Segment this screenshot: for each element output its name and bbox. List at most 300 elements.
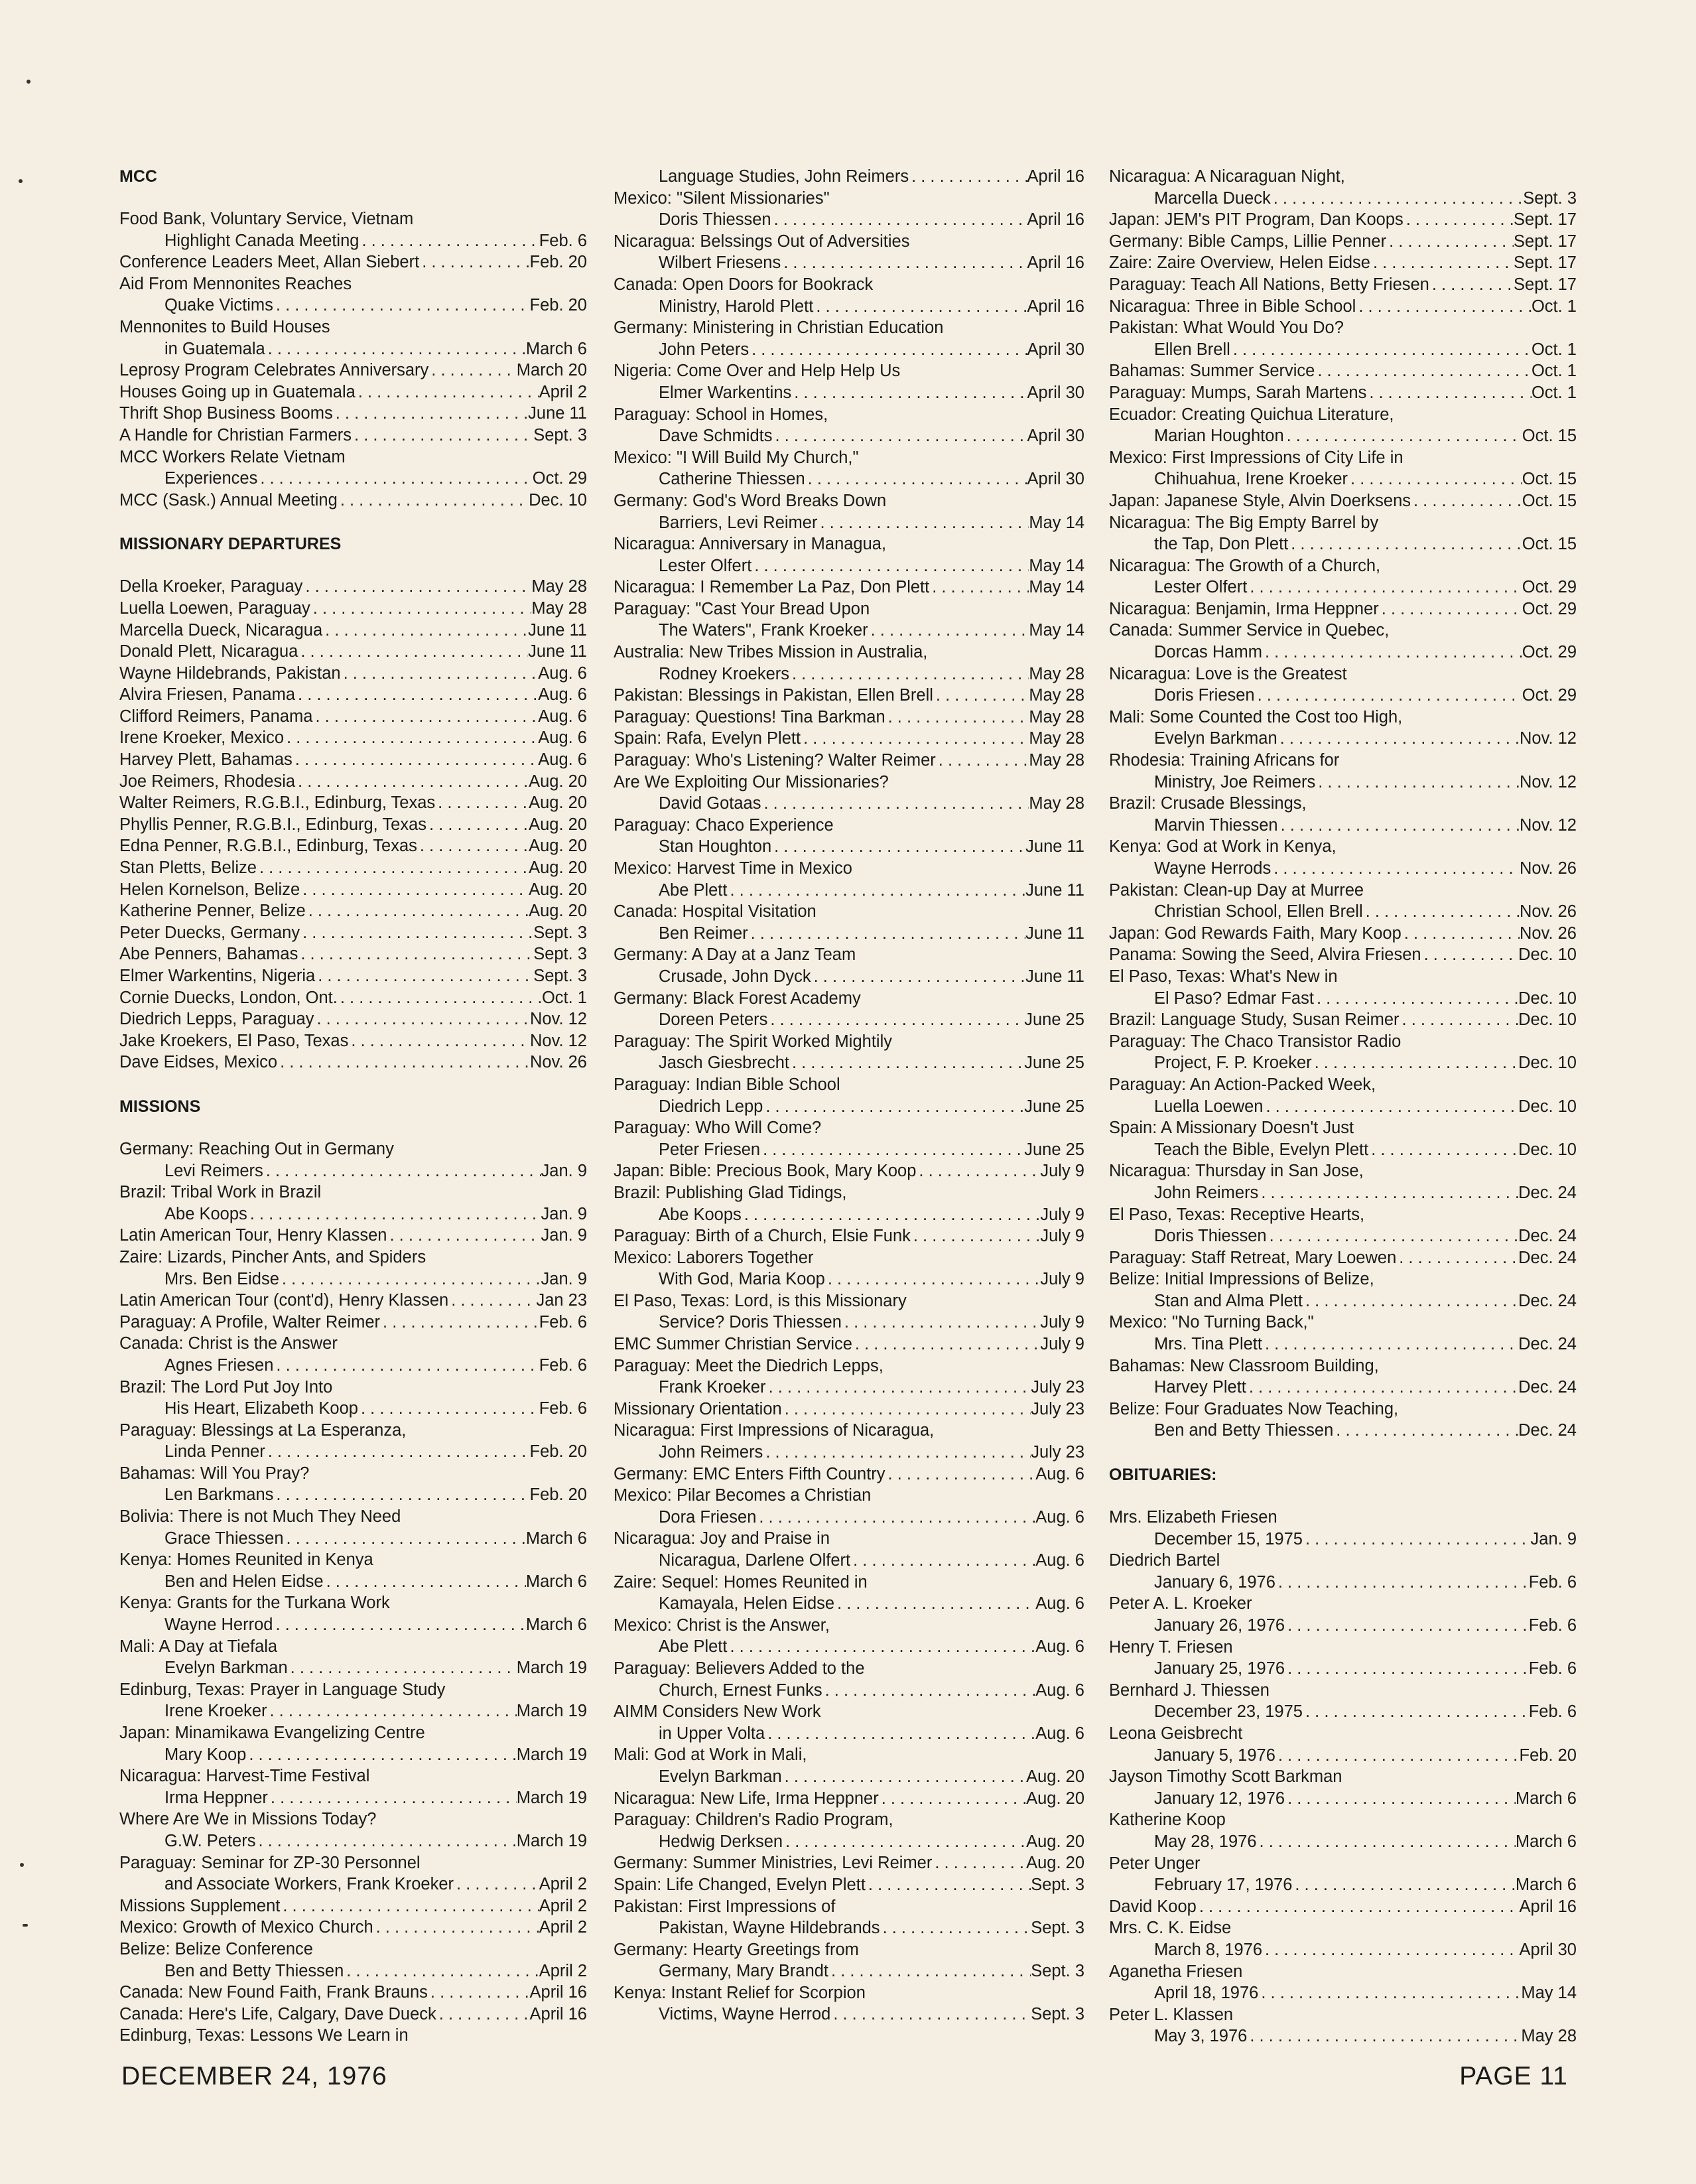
entry-title: the Tap, Don Plett — [1154, 535, 1289, 554]
index-entry — [1109, 1290, 1577, 1312]
index-entry — [119, 1765, 587, 1787]
index-entry — [119, 814, 587, 836]
index-entry — [1109, 404, 1577, 426]
entry-title: Nicaragua: Benjamin, Irma Heppner — [1109, 599, 1379, 618]
index-entry — [119, 1268, 587, 1290]
dot-leader — [295, 771, 529, 793]
entry-title: Paraguay: School in Homes, — [614, 405, 828, 424]
entry-date: Sept. 17 — [1514, 275, 1577, 294]
entry-date: May 14 — [1521, 1984, 1577, 2003]
entry-date: April 2 — [539, 1961, 587, 1980]
entry-title: Mrs. Ben Eidse — [164, 1269, 279, 1288]
entry-title: Irma Heppner — [164, 1788, 268, 1807]
entry-date: Oct. 15 — [1522, 427, 1577, 446]
entry-title: Kenya: Instant Relief for Scorpion — [614, 1983, 866, 2002]
entry-date: Oct. 1 — [1531, 340, 1577, 359]
entry-title: Leprosy Program Celebrates Anniversary — [119, 361, 429, 380]
entry-date: Feb. 6 — [1528, 1616, 1577, 1635]
dot-leader — [277, 1052, 530, 1073]
entry-date: March 6 — [525, 1572, 587, 1591]
dot-leader — [265, 338, 526, 360]
scan-speck — [27, 80, 31, 84]
entry-title: Abe Plett — [659, 1637, 728, 1657]
index-entry — [1109, 685, 1577, 707]
entry-title: January 26, 1976 — [1154, 1616, 1285, 1635]
index-entry — [119, 792, 587, 814]
dot-leader — [1292, 1874, 1515, 1896]
entry-title: Zaire: Zaire Overview, Helen Eidse — [1109, 253, 1370, 273]
entry-title: Belize: Belize Conference — [119, 1939, 313, 1958]
dot-leader — [932, 1852, 1026, 1874]
entry-title: January 25, 1976 — [1154, 1659, 1285, 1678]
index-entry — [614, 231, 1084, 253]
entry-title: Grace Thiessen — [164, 1529, 284, 1548]
entry-date: Aug. 6 — [1035, 1724, 1084, 1743]
index-entry — [119, 1809, 587, 1830]
entry-date: Aug. 6 — [538, 707, 587, 726]
dot-leader — [1262, 1939, 1520, 1961]
dot-leader — [772, 425, 1027, 447]
entry-title: Paraguay: Questions! Tina Barkman — [614, 707, 885, 726]
dot-leader — [1246, 1377, 1518, 1399]
dot-leader — [763, 1442, 1031, 1464]
entry-title: El Paso, Texas: What's New in — [1109, 967, 1338, 986]
index-entry — [1109, 1312, 1577, 1333]
index-entry — [119, 1614, 587, 1636]
entry-date: March 19 — [516, 1702, 587, 1721]
index-entry — [119, 1657, 587, 1679]
index-entry — [614, 1485, 1084, 1507]
entry-title: Luella Loewen — [1154, 1097, 1264, 1116]
entry-title: Abe Penners, Bahamas — [119, 945, 298, 964]
entry-date: March 6 — [525, 1615, 587, 1635]
mcc-list — [119, 208, 587, 511]
entry-title: Language Studies, John Reimers — [659, 167, 909, 186]
entry-title: Spain: A Missionary Doesn't Just — [1109, 1119, 1354, 1138]
dot-leader — [1255, 685, 1522, 707]
dot-leader — [866, 1874, 1031, 1896]
entry-date: Sept. 3 — [1031, 1875, 1084, 1894]
entry-date: June 11 — [528, 620, 587, 640]
entry-date: March 6 — [1515, 1876, 1577, 1895]
dot-leader — [1197, 1896, 1520, 1918]
index-entry — [614, 1052, 1084, 1074]
dot-leader — [310, 598, 532, 620]
index-entry — [614, 707, 1084, 728]
index-entry — [119, 1917, 587, 1939]
dot-leader — [322, 620, 528, 642]
entry-title: Paraguay: Seminar for ZP-30 Personnel — [119, 1853, 421, 1872]
dot-leader — [751, 555, 1029, 577]
entry-title: Stan and Alma Plett — [1154, 1291, 1303, 1310]
index-column-2 — [614, 166, 1084, 2025]
dot-leader — [771, 209, 1027, 231]
entry-title: Mexico: Pilar Becomes a Christian — [614, 1486, 872, 1505]
departures-list — [119, 576, 587, 1073]
entry-title: Kenya: Grants for the Turkana Work — [119, 1594, 390, 1613]
entry-title: Evelyn Barkman — [659, 1767, 782, 1786]
index-entry — [1109, 490, 1577, 512]
entry-title: Jasch Giesbrecht — [659, 1054, 790, 1073]
index-entry — [119, 1895, 587, 1917]
entry-title: Experiences — [164, 469, 258, 488]
index-entry — [1109, 1550, 1577, 1572]
dot-leader — [1303, 1290, 1518, 1312]
entry-title: Ellen Brell — [1154, 340, 1230, 359]
index-entry — [1109, 2004, 1577, 2026]
entry-title: Edinburg, Texas: Prayer in Language Study — [119, 1680, 446, 1699]
entry-date: Dec. 24 — [1518, 1291, 1577, 1310]
index-entry — [614, 1399, 1084, 1420]
dot-leader — [1386, 231, 1514, 253]
entry-date: May 28 — [531, 577, 587, 596]
entry-title: Mexico: "No Turning Back," — [1109, 1313, 1314, 1332]
entry-date: Dec. 10 — [1518, 1140, 1577, 1159]
entry-title: Stan Pletts, Belize — [119, 858, 257, 878]
entry-date: May 28 — [1029, 729, 1084, 748]
dot-leader — [1275, 1745, 1520, 1767]
entry-title: Mexico: Laborers Together — [614, 1248, 814, 1267]
entry-title: Jayson Timothy Scott Barkman — [1109, 1767, 1342, 1787]
entry-date: June 25 — [1024, 1054, 1084, 1073]
dot-leader — [257, 857, 529, 879]
index-entry — [614, 468, 1084, 490]
index-entry — [1109, 1355, 1577, 1377]
index-entry — [1109, 1939, 1577, 1961]
dot-leader — [781, 252, 1027, 274]
dot-leader — [1429, 274, 1514, 296]
entry-title: Ben Reimer — [659, 923, 748, 943]
index-entry — [1109, 836, 1577, 858]
dot-leader — [273, 1614, 525, 1636]
entry-title: Doris Thiessen — [659, 210, 771, 230]
missions-list-continued-2 — [1109, 166, 1577, 1442]
index-entry — [614, 1852, 1084, 1874]
index-entry — [614, 1117, 1084, 1139]
entry-date: Aug. 20 — [1026, 1854, 1084, 1873]
entry-title: Germany: Reaching Out in Germany — [119, 1139, 394, 1158]
index-entry — [119, 316, 587, 338]
entry-title: His Heart, Elizabeth Koop — [164, 1399, 358, 1418]
entry-date: July 9 — [1040, 1313, 1084, 1332]
entry-title: Paraguay: The Chaco Transistor Radio — [1109, 1032, 1402, 1051]
dot-leader — [834, 1593, 1035, 1615]
index-entry — [1109, 231, 1577, 253]
dot-leader — [428, 1982, 530, 2004]
entry-title: Phyllis Penner, R.G.B.I., Edinburg, Texas — [119, 815, 427, 834]
dot-leader — [1278, 815, 1520, 837]
index-entry — [614, 1160, 1084, 1182]
index-entry — [614, 1917, 1084, 1939]
dot-leader — [765, 1723, 1035, 1745]
index-entry — [1109, 274, 1577, 296]
index-entry — [119, 727, 587, 749]
entry-title: Paraguay: Chaco Experience — [614, 815, 834, 835]
entry-title: Peter Friesen — [659, 1140, 761, 1159]
entry-date: July 23 — [1031, 1443, 1084, 1462]
entry-date: March 6 — [525, 1529, 587, 1548]
entry-date: April 30 — [1027, 427, 1084, 446]
entry-title: Brazil: Publishing Glad Tidings, — [614, 1183, 847, 1202]
index-entry — [614, 339, 1084, 361]
scan-speck — [20, 1863, 24, 1867]
index-column-3 — [1109, 166, 1577, 2047]
index-entry — [119, 446, 587, 468]
index-entry — [119, 1592, 587, 1614]
entry-title: Japan: Minamikawa Evangelizing Centre — [119, 1724, 425, 1742]
entry-title: January 12, 1976 — [1154, 1789, 1285, 1808]
index-entry — [1109, 188, 1577, 210]
dot-leader — [265, 1441, 530, 1463]
index-entry — [614, 1074, 1084, 1096]
entry-title: Aganetha Friesen — [1109, 1962, 1243, 1981]
index-entry — [119, 251, 587, 273]
entry-title: Missions Supplement — [119, 1896, 281, 1915]
entry-title: Donald Plett, Nicaragua — [119, 642, 298, 661]
entry-title: Quake Victims — [164, 296, 273, 315]
entry-title: Leona Geisbrecht — [1109, 1724, 1243, 1743]
entry-date: July 23 — [1031, 1378, 1084, 1397]
dot-leader — [312, 706, 538, 728]
index-entry — [1109, 1160, 1577, 1182]
dot-leader — [825, 1268, 1041, 1290]
dot-leader — [1267, 1225, 1519, 1247]
entry-title: Mali: A Day at Tiefala — [119, 1637, 278, 1656]
dot-leader — [1263, 1096, 1518, 1118]
entry-date: April 2 — [539, 1896, 587, 1915]
entry-date: July 9 — [1040, 1162, 1084, 1181]
dot-leader — [868, 620, 1029, 642]
dot-leader — [1303, 1701, 1529, 1723]
entry-title: May 3, 1976 — [1154, 2027, 1248, 2046]
entry-title: Mary Koop — [164, 1745, 247, 1764]
entry-title: in Guatemala — [164, 339, 265, 358]
index-entry — [1109, 1333, 1577, 1355]
entry-title: Missionary Orientation — [614, 1399, 782, 1418]
entry-title: Joe Reimers, Rhodesia — [119, 772, 296, 791]
entry-title: Japan: JEM's PIT Program, Dan Koops — [1109, 210, 1403, 230]
index-entry — [119, 987, 587, 1009]
entry-title: Germany: Summer Ministries, Levi Reimer — [614, 1854, 933, 1873]
index-entry — [119, 1355, 587, 1377]
entry-title: Doris Thiessen — [1154, 1227, 1267, 1246]
dot-leader — [828, 1960, 1031, 1982]
entry-title: Belize: Four Graduates Now Teaching, — [1109, 1399, 1399, 1418]
dot-leader — [727, 880, 1025, 902]
index-entry — [1109, 1745, 1577, 1767]
dot-leader — [916, 1160, 1040, 1182]
index-entry — [119, 1830, 587, 1852]
entry-date: June 11 — [528, 642, 587, 661]
index-entry — [1109, 1593, 1577, 1615]
entry-date: April 2 — [539, 1875, 587, 1894]
dot-leader — [789, 663, 1029, 685]
entry-date: Aug. 6 — [1035, 1507, 1084, 1527]
index-entry — [1109, 1917, 1577, 1939]
entry-date: Aug. 6 — [1035, 1551, 1084, 1570]
entry-title: Harvey Plett — [1154, 1378, 1246, 1397]
entry-title: Nicaragua: The Big Empty Barrel by — [1109, 513, 1379, 532]
dot-leader — [300, 879, 529, 901]
entry-date: July 23 — [1031, 1399, 1084, 1418]
index-entry — [614, 512, 1084, 534]
index-entry — [119, 1636, 587, 1658]
index-entry — [119, 360, 587, 381]
index-entry — [119, 1247, 587, 1268]
index-entry — [614, 404, 1084, 426]
entry-date: Dec. 10 — [1518, 945, 1577, 965]
index-entry — [119, 1679, 587, 1701]
dot-leader — [387, 1225, 541, 1247]
entry-title: John Peters — [659, 340, 750, 359]
dot-leader — [727, 1636, 1035, 1658]
entry-title: Pakistan: Blessings in Pakistan, Ellen Brell — [614, 686, 933, 705]
entry-date: Oct. 15 — [1522, 535, 1577, 554]
dot-leader — [448, 1290, 536, 1312]
entry-title: Mrs. C. K. Eidse — [1109, 1919, 1232, 1938]
index-entry — [614, 317, 1084, 339]
dot-leader — [1258, 1982, 1521, 2004]
entry-date: March 19 — [516, 1788, 587, 1807]
index-entry — [614, 793, 1084, 815]
entry-date: Nov. 12 — [1520, 729, 1577, 748]
dot-leader — [1366, 382, 1532, 404]
entry-title: Canada: Open Doors for Bookrack — [614, 275, 874, 294]
entry-date: Aug. 6 — [1035, 1464, 1084, 1483]
entry-title: Germany: Ministering in Christian Education — [614, 318, 944, 338]
index-entry — [614, 1442, 1084, 1464]
entry-date: Aug. 20 — [1026, 1789, 1084, 1808]
entry-title: Mexico: First Impressions of City Life in — [1109, 448, 1403, 467]
entry-date: Sept. 17 — [1514, 210, 1577, 230]
index-entry — [1109, 923, 1577, 945]
index-entry — [1109, 1961, 1577, 1983]
entry-title: Evelyn Barkman — [164, 1659, 288, 1678]
entry-title: Len Barkmans — [164, 1485, 274, 1505]
index-entry — [1109, 642, 1577, 663]
entry-title: Mexico: "I Will Build My Church," — [614, 448, 859, 467]
entry-title: January 6, 1976 — [1154, 1572, 1275, 1592]
index-entry — [614, 1788, 1084, 1810]
index-entry — [614, 1615, 1084, 1637]
dot-leader — [813, 296, 1027, 318]
index-entry — [1109, 252, 1577, 274]
entry-title: Harvey Plett, Bahamas — [119, 750, 293, 770]
dot-leader — [454, 1874, 539, 1895]
entry-date: Aug. 6 — [538, 663, 587, 683]
index-entry — [119, 1528, 587, 1550]
entry-title: Marcella Dueck — [1154, 188, 1271, 208]
scan-speck — [19, 179, 23, 183]
entry-title: Dave Schmidts — [659, 427, 773, 446]
index-entry — [119, 468, 587, 490]
dot-leader — [909, 166, 1027, 188]
dot-leader — [1370, 252, 1514, 274]
entry-title: Paraguay: Believers Added to the — [614, 1659, 865, 1678]
entry-date: Dec. 24 — [1518, 1335, 1577, 1354]
index-entry — [614, 1507, 1084, 1529]
entry-date: Aug. 20 — [529, 772, 587, 791]
index-entry — [119, 273, 587, 295]
entry-title: Rodney Kroekers — [659, 664, 790, 683]
entry-title: Nicaragua: Love is the Greatest — [1109, 664, 1347, 683]
index-entry — [1109, 988, 1577, 1010]
entry-title: Mrs. Elizabeth Friesen — [1109, 1508, 1277, 1527]
entry-title: Bernhard J. Thiessen — [1109, 1680, 1270, 1700]
entry-date: March 6 — [525, 339, 587, 358]
entry-title: Thrift Shop Business Booms — [119, 404, 333, 423]
dot-leader — [1288, 533, 1522, 555]
index-entry — [614, 296, 1084, 318]
dot-leader — [1284, 425, 1522, 447]
dot-leader — [314, 1008, 530, 1030]
entry-title: Dave Eidses, Mexico — [119, 1053, 278, 1072]
entry-date: April 16 — [1027, 297, 1084, 316]
index-entry — [119, 1377, 587, 1399]
index-entry — [119, 1852, 587, 1874]
entry-date: Sept. 3 — [1523, 188, 1577, 208]
index-entry — [1109, 1182, 1577, 1204]
entry-date: Oct. 1 — [1531, 297, 1577, 316]
entry-title: Conference Leaders Meet, Allan Siebert — [119, 253, 420, 272]
dot-leader — [333, 403, 528, 425]
index-entry — [119, 684, 587, 706]
entry-title: Nicaragua: Joy and Praise in — [614, 1529, 830, 1548]
index-entry — [119, 1939, 587, 1960]
entry-title: The Waters", Frank Kroeker — [659, 621, 868, 640]
dot-leader — [246, 1744, 516, 1766]
dot-leader — [284, 1528, 526, 1550]
entry-date: March 19 — [516, 1659, 587, 1678]
entry-title: Nicaragua: A Nicaraguan Night, — [1109, 167, 1345, 186]
index-entry — [1109, 944, 1577, 966]
entry-date: Nov. 12 — [530, 1010, 587, 1029]
index-entry — [119, 1787, 587, 1809]
entry-title: Alvira Friesen, Panama — [119, 685, 296, 705]
entry-title: Nicaragua: Three in Bible School — [1109, 297, 1356, 316]
section-heading-missionary-departures: MISSIONARY DEPARTURES — [119, 535, 342, 554]
index-entry — [1109, 1204, 1577, 1226]
dot-leader — [766, 1377, 1031, 1399]
index-entry — [119, 1484, 587, 1506]
entry-title: Mali: Some Counted the Cost too High, — [1109, 707, 1403, 726]
index-entry — [614, 880, 1084, 902]
entry-title: John Reimers — [1154, 1183, 1259, 1202]
index-entry — [119, 2004, 587, 2025]
dot-leader — [822, 1680, 1036, 1702]
entry-title: Nicaragua: New Life, Irma Heppner — [614, 1789, 879, 1808]
index-entry — [614, 1528, 1084, 1550]
index-entry — [1109, 1074, 1577, 1096]
index-entry — [1109, 663, 1577, 685]
index-entry — [614, 555, 1084, 577]
entry-title: Levi Reimers — [164, 1161, 263, 1180]
index-entry — [614, 1312, 1084, 1333]
index-entry — [614, 274, 1084, 296]
entry-date: April 2 — [539, 382, 587, 401]
dot-leader — [783, 1831, 1026, 1853]
index-entry — [1109, 1572, 1577, 1594]
dot-leader — [933, 685, 1029, 707]
dot-leader — [284, 727, 538, 749]
entry-title: Paraguay: Staff Retreat, Mary Loewen — [1109, 1248, 1397, 1267]
index-entry — [1109, 858, 1577, 880]
index-entry — [1109, 209, 1577, 231]
entry-date: Feb. 6 — [1528, 1659, 1577, 1678]
entry-date: June 11 — [528, 404, 587, 423]
entry-title: and Associate Workers, Frank Kroeker — [164, 1875, 454, 1894]
entry-title: Irene Kroeker, Mexico — [119, 728, 285, 748]
